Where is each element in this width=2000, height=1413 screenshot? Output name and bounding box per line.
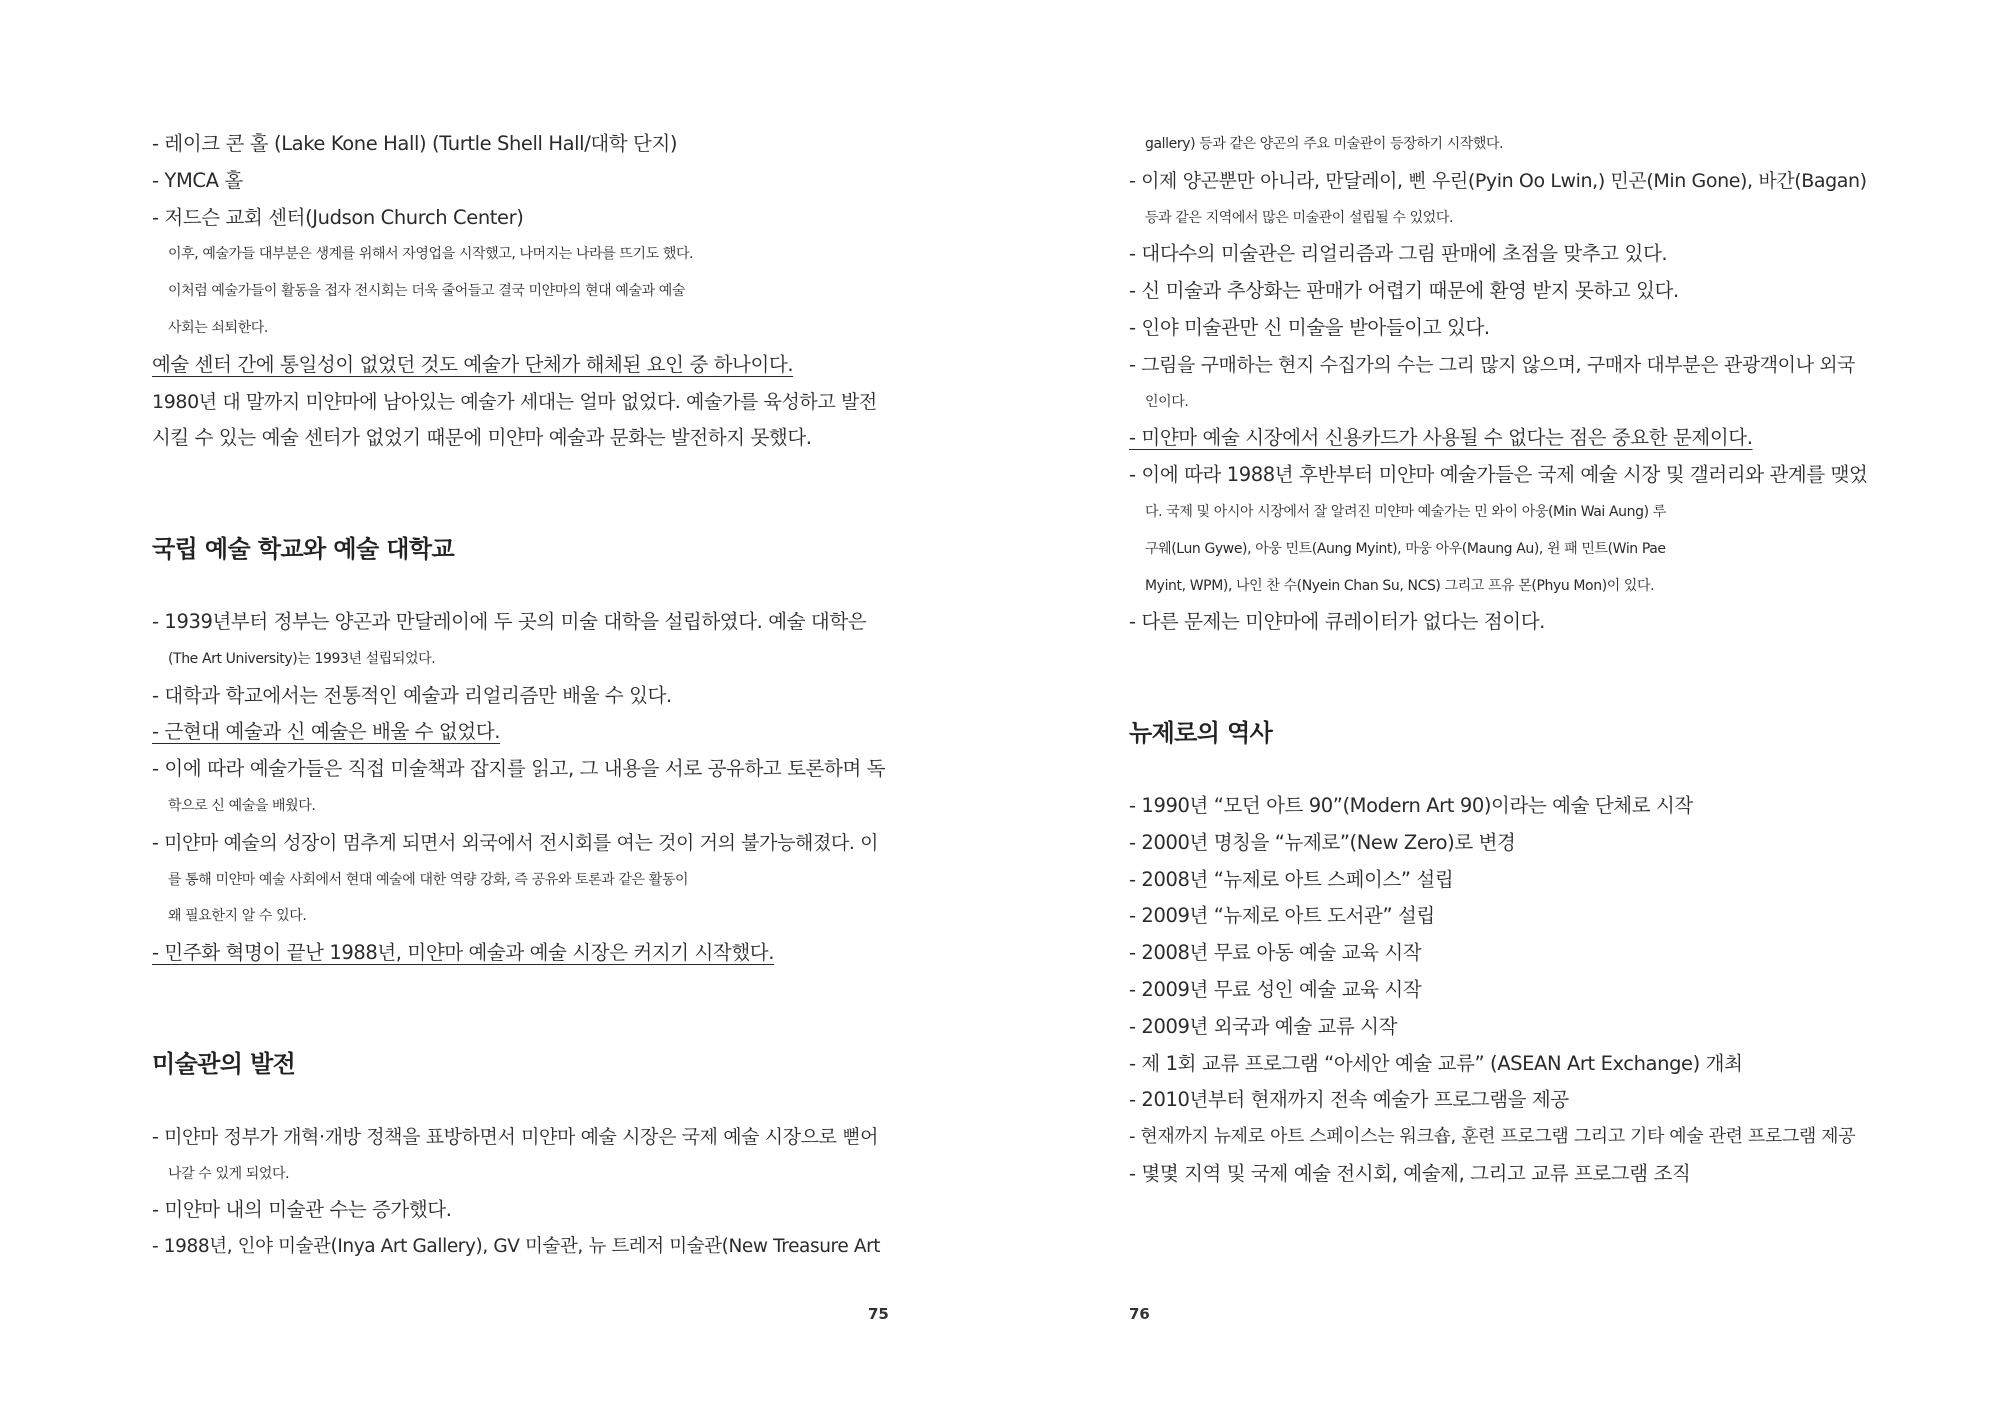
list-item: - 이에 따라 1988년 후반부터 미얀마 예술가들은 국제 예술 시장 및 갤러리와 관계를 맺었 bbox=[1129, 463, 1868, 487]
list-item: - 대다수의 미술관은 리얼리즘과 그림 판매에 초점을 맞추고 있다. bbox=[1129, 242, 1668, 266]
list-item-continuation: (The Art University)는 1993년 설립되었다. bbox=[168, 650, 436, 667]
paragraph-line: 1980년 대 말까지 미얀마에 남아있는 예술가 세대는 얼마 없었다. 예술가를 육성하고 발전 bbox=[152, 390, 877, 413]
list-item: - 2008년 “뉴제로 아트 스페이스” 설립 bbox=[1129, 867, 1454, 891]
page-number: 76 bbox=[1129, 1305, 1150, 1323]
list-item: - 다른 문제는 미얀마에 큐레이터가 없다는 점이다. bbox=[1129, 610, 1545, 634]
list-item-continuation: 등과 같은 지역에서 많은 미술관이 설립될 수 있었다. bbox=[1145, 209, 1454, 226]
list-item: - 2000년 명칭을 “뉴제로”(New Zero)로 변경 bbox=[1129, 830, 1516, 854]
list-item: - 몇몇 지역 및 국제 예술 전시회, 예술제, 그리고 교류 프로그램 조직 bbox=[1129, 1161, 1691, 1185]
underlined-list-item: - 미얀마 예술 시장에서 신용카드가 사용될 수 없다는 점은 중요한 문제이다. bbox=[1129, 426, 1753, 450]
list-item: - 제 1회 교류 프로그램 “아세안 예술 교류” (ASEAN Art Exchange) 개최 bbox=[1129, 1051, 1743, 1075]
right-page-body bbox=[1129, 126, 1869, 1193]
list-item-continuation: gallery) 등과 같은 양곤의 주요 미술관이 등장하기 시작했다. bbox=[1145, 136, 1504, 152]
list-item: - 이에 따라 예술가들은 직접 미술책과 잡지를 읽고, 그 내용을 서로 공유하고 토론하며 독 bbox=[152, 757, 886, 781]
list-item-continuation: 구웨(Lun Gywe), 아웅 민트(Aung Myint), 마웅 아우(Maung Au), 윈 패 민트(Win Pae bbox=[1145, 540, 1666, 557]
list-item: - 2009년 외국과 예술 교류 시작 bbox=[1129, 1014, 1398, 1038]
paragraph-line: 이처럼 예술가들이 활동을 접자 전시회는 더욱 줄어들고 결국 미얀마의 현대 예술과 예술 bbox=[168, 283, 686, 300]
list-item: - 2009년 “뉴제로 아트 도서관” 설립 bbox=[1129, 904, 1435, 928]
list-item: - 현재까지 뉴제로 아트 스페이스는 워크숍, 훈련 프로그램 그리고 기타 예술 관련 프로그램 제공 bbox=[1129, 1126, 1856, 1148]
paragraph-line: 시킬 수 있는 예술 센터가 없었기 때문에 미얀마 예술과 문화는 발전하지 못했다. bbox=[152, 426, 812, 450]
page-number: 75 bbox=[868, 1305, 889, 1323]
section-heading: 뉴제로의 역사 bbox=[1129, 719, 1273, 748]
list-item: - 1939년부터 정부는 양곤과 만달레이에 두 곳의 미술 대학을 설립하였다. 예술 대학은 bbox=[152, 609, 867, 633]
left-page-body bbox=[152, 126, 892, 1266]
list-item-continuation: 다. 국제 및 아시아 시장에서 잘 알려진 미얀마 예술가는 민 와이 아웅(Min Wai Aung) 루 bbox=[1145, 503, 1666, 520]
right-page bbox=[1000, 0, 2000, 1413]
section-heading: 국립 예술 학교와 예술 대학교 bbox=[152, 535, 455, 564]
list-item: - 미얀마 정부가 개혁·개방 정책을 표방하면서 미얀마 예술 시장은 국제 예술 시장으로 뻗어 bbox=[152, 1125, 879, 1148]
list-item-continuation: 인이다. bbox=[1145, 393, 1189, 410]
underlined-list-item: - 근현대 예술과 신 예술은 배울 수 없었다. bbox=[152, 720, 501, 744]
paragraph-line: 이후, 예술가들 대부분은 생계를 위해서 자영업을 시작했고, 나머지는 나라를 뜨기도 했다. bbox=[168, 246, 694, 263]
list-item: - 2010년부터 현재까지 전속 예술가 프로그램을 제공 bbox=[1129, 1088, 1569, 1112]
list-item-continuation: 를 통해 미얀마 예술 사회에서 현대 예술에 대한 역량 강화, 즉 공유와 토론과 같은 활동이 bbox=[168, 871, 689, 888]
list-item: - 그림을 구매하는 현지 수집가의 수는 그리 많지 않으며, 구매자 대부분은 관광객이나 외국 bbox=[1129, 353, 1856, 376]
list-item-continuation: 왜 필요한지 알 수 있다. bbox=[168, 908, 307, 925]
section-heading: 미술관의 발전 bbox=[152, 1049, 296, 1078]
list-item: - 2009년 무료 성인 예술 교육 시작 bbox=[1129, 977, 1422, 1001]
list-item: - 미얀마 내의 미술관 수는 증가했다. bbox=[152, 1198, 452, 1222]
list-item: - 1988년, 인야 미술관(Inya Art Gallery), GV 미술관, 뉴 트레저 미술관(New Treasure Art bbox=[152, 1236, 881, 1258]
list-item: - 2008년 무료 아동 예술 교육 시작 bbox=[1129, 941, 1422, 965]
list-item-continuation: Myint, WPM), 나인 찬 수(Nyein Chan Su, NCS) 그리고 프유 몬(Phyu Mon)이 있다. bbox=[1145, 577, 1655, 594]
list-item: - 저드슨 교회 센터(Judson Church Center) bbox=[152, 205, 524, 229]
list-item-continuation: 나갈 수 있게 되었다. bbox=[168, 1165, 290, 1182]
list-item: - 이제 양곤뿐만 아니라, 만달레이, 삔 우린(Pyin Oo Lwin,) 민곤(Min Gone), 바간(Bagan) bbox=[1129, 169, 1867, 192]
list-item: - 인야 미술관만 신 미술을 받아들이고 있다. bbox=[1129, 315, 1490, 339]
underlined-statement: 예술 센터 간에 통일성이 없었던 것도 예술가 단체가 해체된 요인 중 하나이다. bbox=[152, 352, 794, 376]
list-item: - 미얀마 예술의 성장이 멈추게 되면서 외국에서 전시회를 여는 것이 거의 불가능해졌다. 이 bbox=[152, 831, 879, 854]
list-item: - 신 미술과 추상화는 판매가 어렵기 때문에 환영 받지 못하고 있다. bbox=[1129, 279, 1679, 303]
list-item: - 대학과 학교에서는 전통적인 예술과 리얼리즘만 배울 수 있다. bbox=[152, 683, 672, 707]
list-item-continuation: 학으로 신 예술을 배웠다. bbox=[168, 797, 316, 814]
list-item: - YMCA 홀 bbox=[152, 168, 243, 192]
paragraph-line: 사회는 쇠퇴한다. bbox=[168, 319, 268, 336]
list-item: - 1990년 “모던 아트 90”(Modern Art 90)이라는 예술 단체로 시작 bbox=[1129, 793, 1693, 817]
list-item: - 레이크 콘 홀 (Lake Kone Hall) (Turtle Shell Hall/대학 단지) bbox=[152, 132, 678, 155]
underlined-list-item: - 민주화 혁명이 끝난 1988년, 미얀마 예술과 예술 시장은 커지기 시작했다. bbox=[152, 941, 775, 965]
